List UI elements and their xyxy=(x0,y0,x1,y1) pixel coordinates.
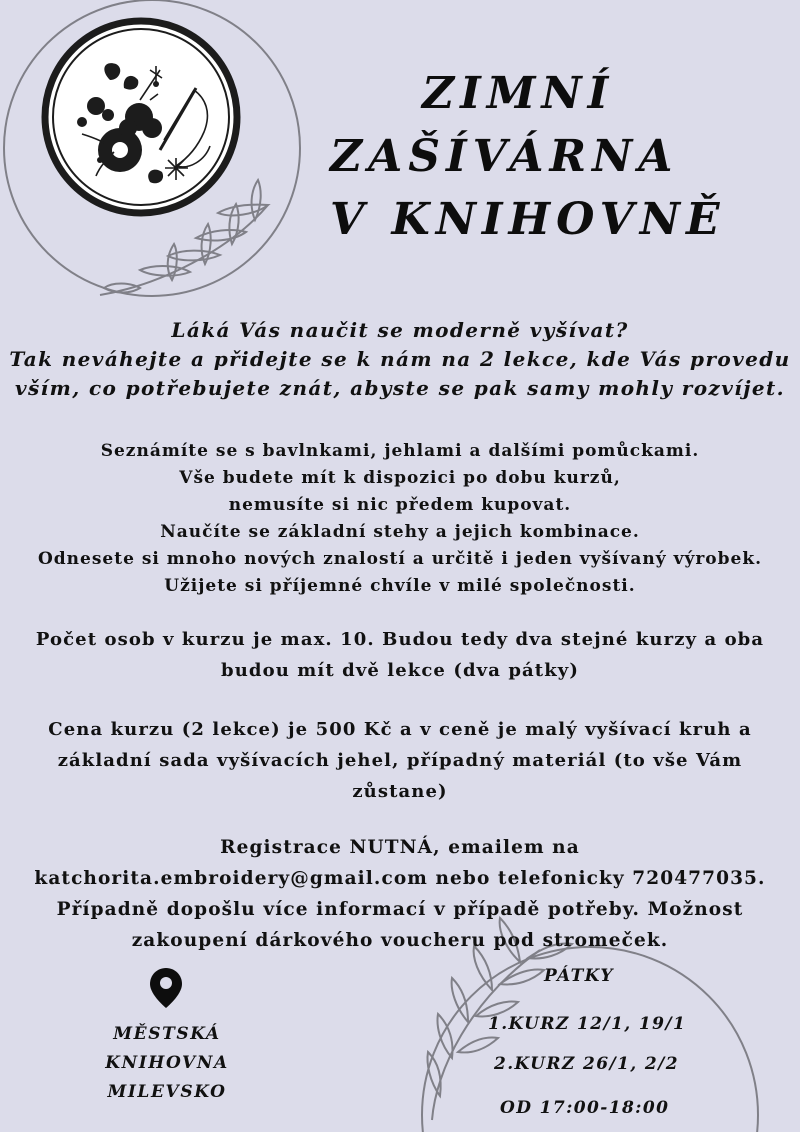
price-paragraph xyxy=(0,714,800,807)
location-line-3: MILEVSKO xyxy=(107,1082,227,1102)
feature-line: Užijete si příjemné chvíle v milé společnosti. xyxy=(164,576,636,596)
page-title xyxy=(330,62,750,251)
title-line-3: V KNIHOVNĚ xyxy=(330,194,726,245)
title-line-1: ZIMNÍ xyxy=(422,68,615,119)
decor-circle-top xyxy=(4,0,300,296)
leaf-branch-top-icon xyxy=(100,180,268,295)
capacity-line: budou mít dvě lekce (dva pátky) xyxy=(221,660,579,681)
feature-line: Seznámíte se s bavlnkami, jehlami a dalšími pomůckami. xyxy=(100,441,700,461)
features-list xyxy=(0,438,800,600)
capacity-line: Počet osob v kurzu je max. 10. Budou tedy dva stejné kurzy a oba xyxy=(35,629,765,650)
schedule-time: OD 17:00-18:00 xyxy=(500,1098,670,1118)
location-line-2: KNIHOVNA xyxy=(105,1053,229,1073)
intro-text xyxy=(0,316,800,403)
price-line: zůstane) xyxy=(352,781,448,802)
registration-line: katchorita.embroidery@gmail.com nebo telefonicky 720477035. xyxy=(34,868,766,889)
registration-paragraph xyxy=(0,832,800,956)
intro-line-2: Tak neváhejte a přidejte se k nám na 2 lekce, kde Vás provedu xyxy=(9,347,791,371)
schedule-heading: PÁTKY xyxy=(544,966,614,986)
feature-line: Naučíte se základní stehy a jejich kombinace. xyxy=(160,522,640,542)
price-line: základní sada vyšívacích jehel, případný materiál (to vše Vám xyxy=(57,750,743,771)
embroidery-hoop-icon xyxy=(45,21,237,213)
location-pin-icon xyxy=(150,968,182,1008)
registration-line: Případně dopošlu více informací v případě potřeby. Možnost xyxy=(56,899,744,920)
registration-line: zakoupení dárkového voucheru pod stromeček. xyxy=(131,930,669,951)
feature-line: nemusíte si nic předem kupovat. xyxy=(228,495,572,515)
title-line-2: ZAŠÍVÁRNA xyxy=(330,131,679,182)
feature-line: Odnesete si mnoho nových znalostí a určitě i jeden vyšívaný výrobek. xyxy=(37,549,763,569)
schedule-course-2: 2.KURZ 26/1, 2/2 xyxy=(494,1054,679,1074)
feature-line: Vše budete mít k dispozici po dobu kurzů, xyxy=(179,468,621,488)
price-line: Cena kurzu (2 lekce) je 500 Kč a v ceně je malý vyšívací kruh a xyxy=(48,719,752,740)
intro-line-3: vším, co potřebujete znát, abyste se pak samy mohly rozvíjet. xyxy=(15,376,785,400)
location-line-1: MĚSTSKÁ xyxy=(113,1024,221,1044)
intro-line-1: Láká Vás naučit se moderně vyšívat? xyxy=(171,318,629,342)
capacity-paragraph xyxy=(0,624,800,686)
schedule-course-1: 1.KURZ 12/1, 19/1 xyxy=(488,1014,687,1034)
location-block xyxy=(82,1020,252,1107)
registration-line: Registrace NUTNÁ, emailem na xyxy=(220,837,580,858)
